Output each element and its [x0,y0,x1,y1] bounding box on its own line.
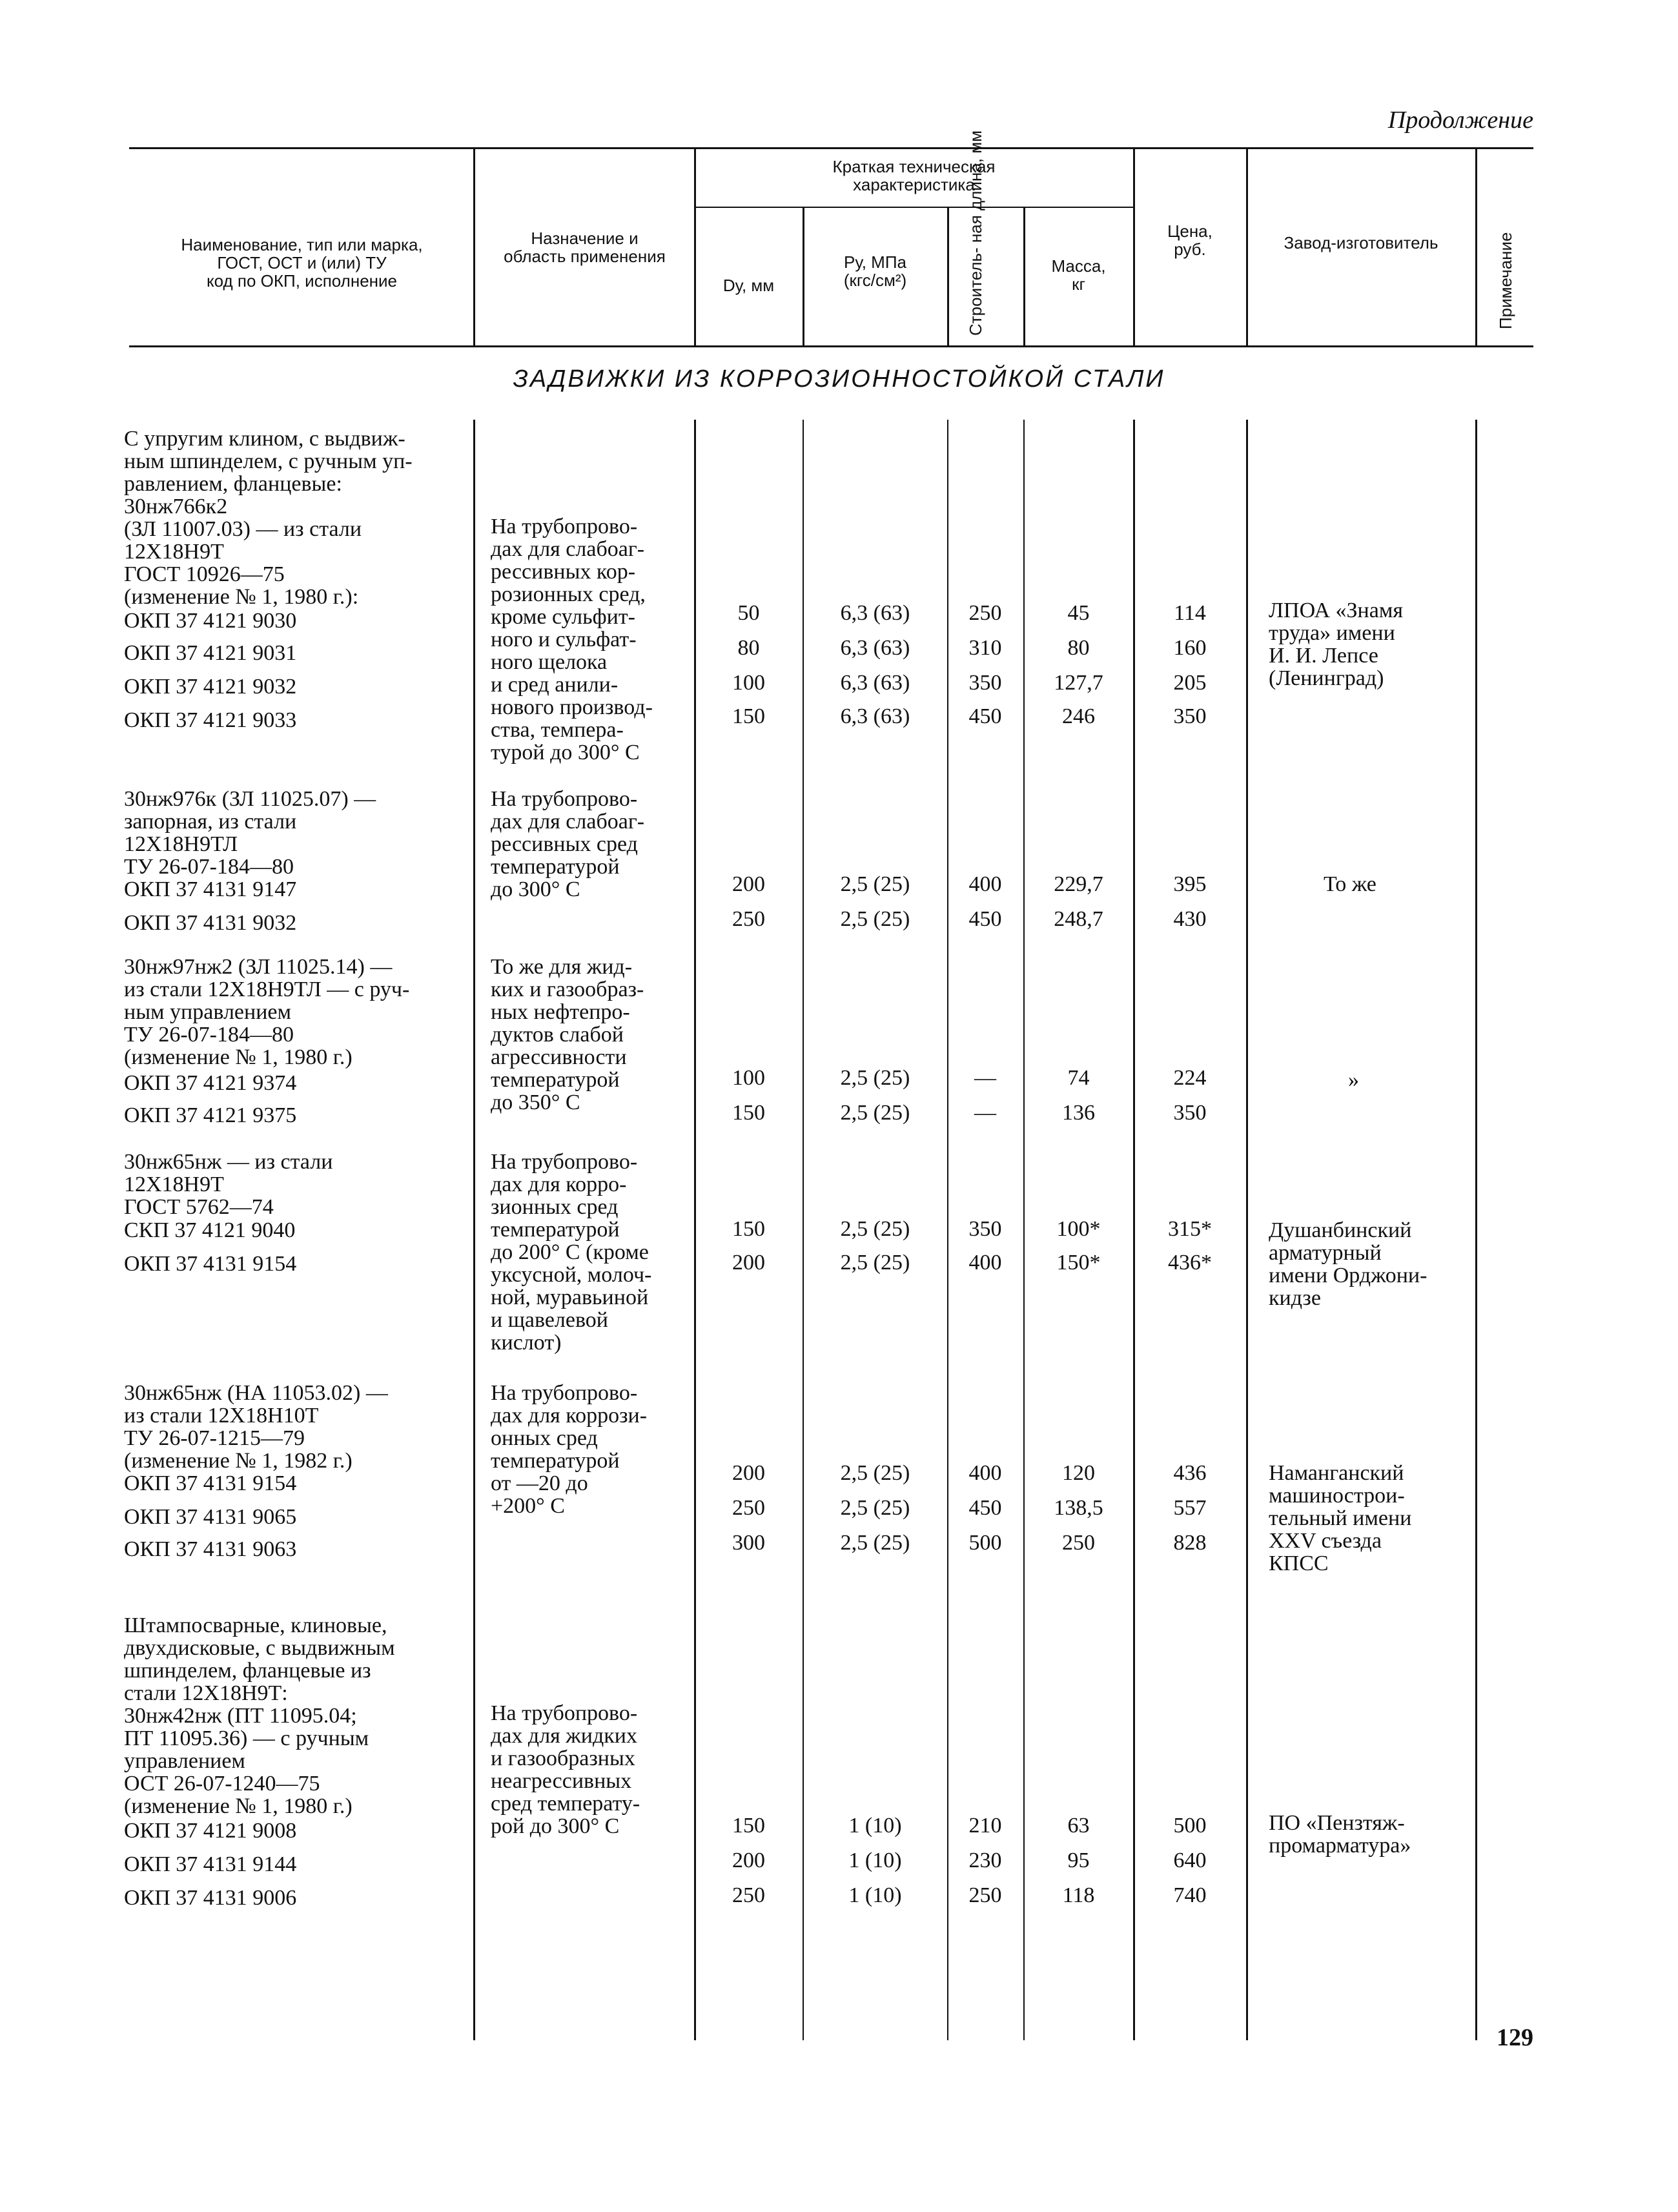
py-value: 6,3 (63) [840,704,910,728]
dy-value: 200 [732,1848,765,1872]
okp-code: ОКП 37 4121 9375 [124,1103,297,1127]
okp-code: ОКП 37 4121 9033 [124,708,297,732]
py-value: 2,5 (25) [840,872,910,896]
header-note: Примечание [1496,232,1515,329]
dy-value: 250 [732,907,765,931]
group-name: 30нж65нж — из стали 12Х18Н9Т ГОСТ 5762—74 [124,1150,333,1219]
page-number: 129 [1497,2024,1533,2051]
length-value: 450 [968,1496,1002,1520]
length-value: 350 [968,1217,1002,1241]
py-value: 2,5 (25) [840,1066,910,1090]
mass-value: 250 [1062,1531,1095,1555]
length-value: 310 [968,636,1002,660]
length-value: — [974,1066,996,1090]
group-maker: Наманганский машинострои- тельный имени XXV съезда КПСС [1269,1461,1412,1575]
length-value: 250 [968,601,1002,625]
dy-value: 150 [732,704,765,728]
length-value: 400 [968,1461,1002,1485]
dy-value: 250 [732,1496,765,1520]
py-value: 2,5 (25) [840,1217,910,1241]
mass-value: 45 [1067,601,1090,625]
py-value: 6,3 (63) [840,636,910,660]
mass-value: 118 [1062,1883,1095,1907]
okp-code: ОКП 37 4121 9374 [124,1071,297,1095]
header-length: Строитель- ная длина, мм [966,130,985,336]
length-value: 230 [968,1848,1002,1872]
length-value: 210 [968,1814,1002,1838]
body-col-divider [1023,420,1025,2040]
price-value: 350 [1173,1101,1207,1125]
price-value: 224 [1173,1066,1207,1090]
py-value: 2,5 (25) [840,1531,910,1555]
group-name: 30нж976к (ЗЛ 11025.07) — запорная, из стали 12Х18Н9ТЛ ТУ 26-07-184—80 [124,787,376,879]
price-value: 430 [1173,907,1207,931]
py-value: 6,3 (63) [840,601,910,625]
header-col-divider [473,148,475,346]
mass-value: 138,5 [1054,1496,1103,1520]
price-value: 160 [1173,636,1207,660]
dy-value: 200 [732,1461,765,1485]
group-maker: То же [1324,872,1376,896]
header-tech: Краткая техническая характеристика [832,157,996,194]
header-name: Наименование, тип или марка, ГОСТ, ОСТ и (или) ТУ код по ОКП, исполнение [181,235,423,291]
py-value: 2,5 (25) [840,1461,910,1485]
okp-code: ОКП 37 4131 9154 [124,1252,297,1276]
dy-value: 250 [732,1883,765,1907]
py-value: 1 (10) [848,1814,902,1838]
price-value: 395 [1173,872,1207,896]
group-name: 30нж65нж (НА 11053.02) — из стали 12Х18Н10Т ТУ 26-07-1215—79 (изменение № 1, 1982 г.) [124,1381,388,1473]
price-value: 740 [1173,1883,1207,1907]
length-value: 400 [968,1251,1002,1275]
okp-code: ОКП 37 4131 9144 [124,1852,297,1876]
dy-value: 150 [732,1217,765,1241]
okp-code: ОКП 37 4131 9063 [124,1537,297,1561]
okp-code: ОКП 37 4131 9065 [124,1505,297,1529]
mass-value: 120 [1062,1461,1095,1485]
body-col-divider [1246,420,1248,2040]
section-title: ЗАДВИЖКИ ИЗ КОРРОЗИОННОСТОЙКОЙ СТАЛИ [513,365,1165,393]
okp-code: ОКП 37 4121 9008 [124,1819,297,1843]
header-col-divider [947,208,949,346]
tech-sub-rule [694,207,1133,208]
body-col-divider [803,420,804,2040]
dy-value: 150 [732,1101,765,1125]
mass-value: 229,7 [1054,872,1103,896]
dy-value: 100 [732,1066,765,1090]
py-value: 1 (10) [848,1883,902,1907]
mass-value: 80 [1067,636,1090,660]
group-maker: Душанбинский арматурный имени Орджони- кидзе [1269,1218,1427,1310]
mass-value: 95 [1067,1848,1090,1872]
dy-value: 80 [737,636,760,660]
continuation-label: Продолжение [1387,107,1533,134]
okp-code: ОКП 37 4121 9032 [124,675,297,699]
dy-value: 50 [737,601,760,625]
py-value: 2,5 (25) [840,1101,910,1125]
okp-code: ОКП 37 4131 9006 [124,1886,297,1910]
length-value: 450 [968,704,1002,728]
length-value: 400 [968,872,1002,896]
okp-code: ОКП 37 4131 9032 [124,911,297,935]
mass-value: 150* [1056,1251,1101,1275]
header-py: Pу, МПа (кгс/см²) [843,252,907,290]
group-name: 30нж97нж2 (ЗЛ 11025.14) — из стали 12Х18Н9ТЛ — с руч- ным управлением ТУ 26-07-184—80 (изменение № 1, 1980 г.) [124,955,410,1069]
mass-value: 63 [1067,1814,1090,1838]
header-maker: Завод-изготовитель [1284,233,1438,252]
dy-value: 150 [732,1814,765,1838]
mass-value: 136 [1062,1101,1095,1125]
group-purpose: То же для жид- ких и газообраз- ных нефтепро- дуктов слабой агрессивности температурой до 350° С [491,955,644,1114]
okp-code: ОКП 37 4131 9147 [124,877,297,901]
dy-value: 200 [732,1251,765,1275]
price-value: 114 [1174,601,1206,625]
length-value: 350 [968,671,1002,695]
header-col-divider [1475,148,1477,346]
dy-value: 200 [732,872,765,896]
group-name: С упругим клином, с выдвиж- ным шпинделем, с ручным уп- равлением, фланцевые: 30нж766к2 (ЗЛ 11007.03) — из стали 12Х18Н9Т ГОСТ 10926—75 (изменение № 1, 1980 г.): [124,427,413,609]
group-purpose: На трубопрово- дах для жидких и газообразных неагрессивных сред температу- рой до 300° С [491,1701,640,1838]
group-name: Штампосварные, клиновые, двухдисковые, с выдвижным шпинделем, фланцевые из стали 12Х18Н9Т: 30нж42нж (ПТ 11095.04; ПТ 11095.36) — с ручным управлением ОСТ 26-07-1240—75 (изменение № 1, 1980 г.) [124,1613,395,1818]
group-purpose: На трубопрово- дах для слабоаг- рессивных сред температурой до 300° С [491,787,645,901]
length-value: 250 [968,1883,1002,1907]
price-value: 640 [1173,1848,1207,1872]
price-value: 828 [1173,1531,1207,1555]
dy-value: 300 [732,1531,765,1555]
py-value: 2,5 (25) [840,907,910,931]
group-purpose: На трубопрово- дах для слабоаг- рессивных кор- розионных сред, кроме сульфит- ного и сульфат- ного щелока и сред анили- нового производ- ства, темпера- турой до 300° С [491,515,653,764]
py-value: 2,5 (25) [840,1496,910,1520]
price-value: 436 [1173,1461,1207,1485]
group-maker: ЛПОА «Знамя труда» имени И. И. Лепсе (Ленинград) [1269,599,1404,690]
body-col-divider [1475,420,1477,2040]
length-value: 500 [968,1531,1002,1555]
price-value: 205 [1173,671,1207,695]
header-mass: Масса, кг [1051,256,1106,294]
dy-value: 100 [732,671,765,695]
length-value: — [974,1101,996,1125]
price-value: 557 [1173,1496,1207,1520]
header-purpose: Назначение и область применения [504,229,666,266]
mass-value: 127,7 [1054,671,1103,695]
header-dy: Dу, мм [722,276,775,295]
mass-value: 74 [1067,1066,1090,1090]
mass-value: 248,7 [1054,907,1103,931]
length-value: 450 [968,907,1002,931]
header-top-rule [129,147,1533,149]
py-value: 1 (10) [848,1848,902,1872]
price-value: 500 [1173,1814,1207,1838]
mass-value: 100* [1056,1217,1101,1241]
okp-code: ОКП 37 4121 9030 [124,609,297,633]
okp-code: ОКП 37 4121 9031 [124,641,297,665]
price-value: 315* [1168,1217,1212,1241]
mass-value: 246 [1062,704,1095,728]
price-value: 350 [1173,704,1207,728]
body-col-divider [473,420,475,2040]
py-value: 6,3 (63) [840,671,910,695]
header-bottom-rule [129,345,1533,347]
group-purpose: На трубопрово- дах для корро- зионных сред температурой до 200° С (кроме уксусной, молоч- ной, муравьиной и щавелевой кислот) [491,1150,652,1355]
group-maker: » [1348,1068,1359,1092]
okp-code: СКП 37 4121 9040 [124,1218,296,1242]
group-maker: ПО «Пензтяж- промарматура» [1269,1811,1411,1858]
header-price: Цена, руб. [1167,221,1212,259]
group-purpose: На трубопрово- дах для коррози- онных сред температурой от —20 до +200° С [491,1381,648,1518]
py-value: 2,5 (25) [840,1251,910,1275]
okp-code: ОКП 37 4131 9154 [124,1471,297,1495]
price-value: 436* [1168,1251,1212,1275]
